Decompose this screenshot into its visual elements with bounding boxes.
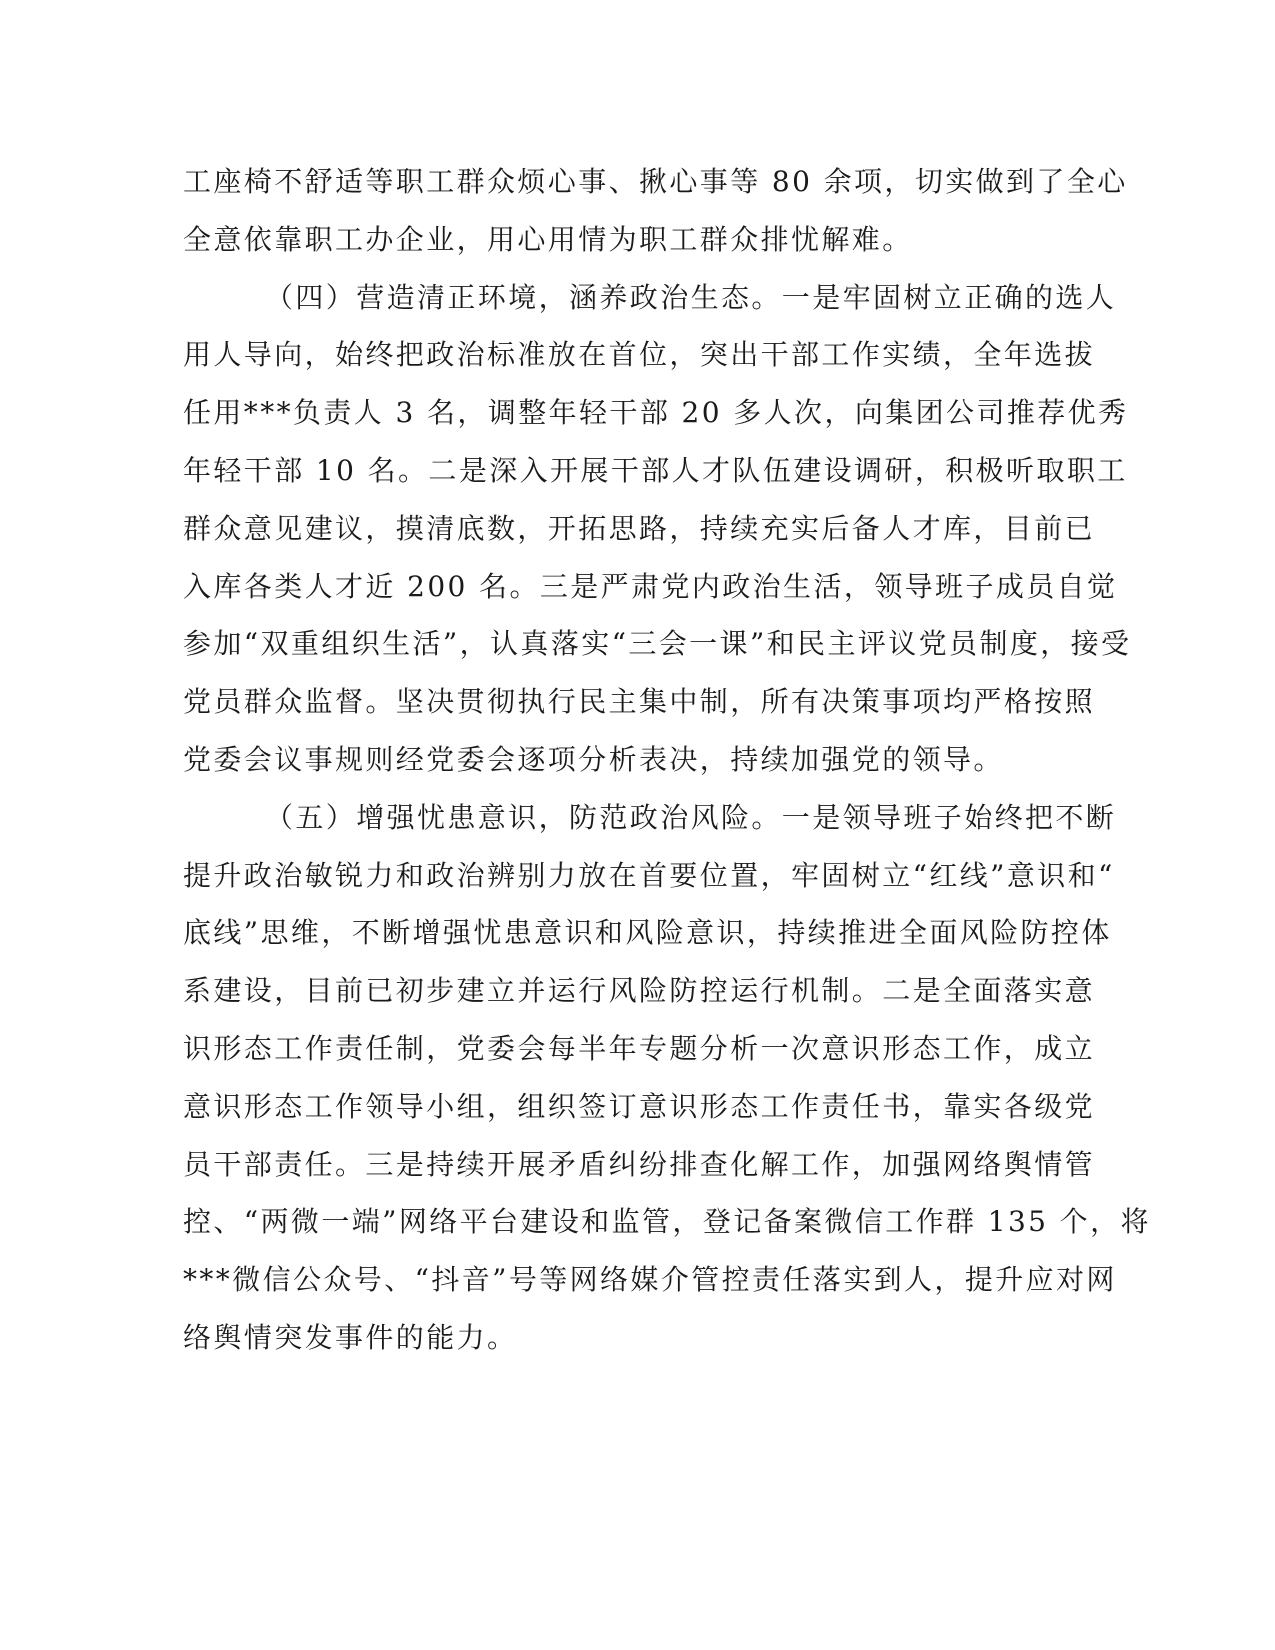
text-line: 参加“双重组织生活”，认真落实“三会一课”和民主评议党员制度，接受 xyxy=(183,627,1132,661)
text-line: 用人导向，始终把政治标准放在首位，突出干部工作实绩，全年选拔 xyxy=(183,338,1096,372)
text-line: 络舆情突发事件的能力。 xyxy=(183,1320,518,1354)
text-line: 识形态工作责任制，党委会每半年专题分析一次意识形态工作，成立 xyxy=(183,1031,1096,1065)
text-line: 党员群众监督。坚决贯彻执行民主集中制，所有决策事项均严格按照 xyxy=(183,685,1096,719)
paragraph-section-5 xyxy=(183,789,1151,1367)
text-line: 任用***负责人 3 名，调整年轻干部 20 多人次，向集团公司推荐优秀 xyxy=(183,396,1129,430)
text-line: 系建设，目前已初步建立并运行风险防控运行机制。二是全面落实意 xyxy=(183,974,1096,1008)
text-line: 员干部责任。三是持续开展矛盾纠纷排查化解工作，加强网络舆情管 xyxy=(183,1147,1096,1181)
text-line: 底线”思维，不断增强忧患意识和风险意识，持续推进全面风险防控体 xyxy=(183,916,1112,950)
text-line: 年轻干部 10 名。二是深入开展干部人才队伍建设调研，积极听取职工 xyxy=(183,453,1128,487)
text-line: 党委会议事规则经党委会逐项分析表决，持续加强党的领导。 xyxy=(183,742,1004,776)
text-line: 全意依靠职工办企业，用心用情为职工群众排忧解难。 xyxy=(183,222,913,256)
document-page xyxy=(183,153,1151,1367)
text-line: ***微信公众号、“抖音”号等网络媒介管控责任落实到人，提升应对网 xyxy=(183,1263,1117,1297)
text-line: 意识形态工作领导小组，组织签订意识形态工作责任书，靠实各级党 xyxy=(183,1089,1096,1123)
paragraph-heading-line: （五）增强忧患意识，防范政治风险。一是领导班子始终把不断 xyxy=(265,800,1117,834)
text-line: 控、“两微一端”网络平台建设和监管，登记备案微信工作群 135 个，将 xyxy=(183,1205,1151,1239)
paragraph-section-4 xyxy=(183,269,1132,789)
text-line: 入库各类人才近 200 名。三是严肃党内政治生活，领导班子成员自觉 xyxy=(183,569,1118,603)
text-line: 群众意见建议，摸清底数，开拓思路，持续充实后备人才库，目前已 xyxy=(183,511,1096,545)
text-line: 提升政治敏锐力和政治辨别力放在首要位置，牢固树立“红线”意识和“ xyxy=(183,858,1115,892)
paragraph-continuation xyxy=(183,153,1128,269)
paragraph-heading-line: （四）营造清正环境，涵养政治生态。一是牢固树立正确的选人 xyxy=(265,280,1117,314)
text-line: 工座椅不舒适等职工群众烦心事、揪心事等 80 余项，切实做到了全心 xyxy=(183,165,1128,198)
